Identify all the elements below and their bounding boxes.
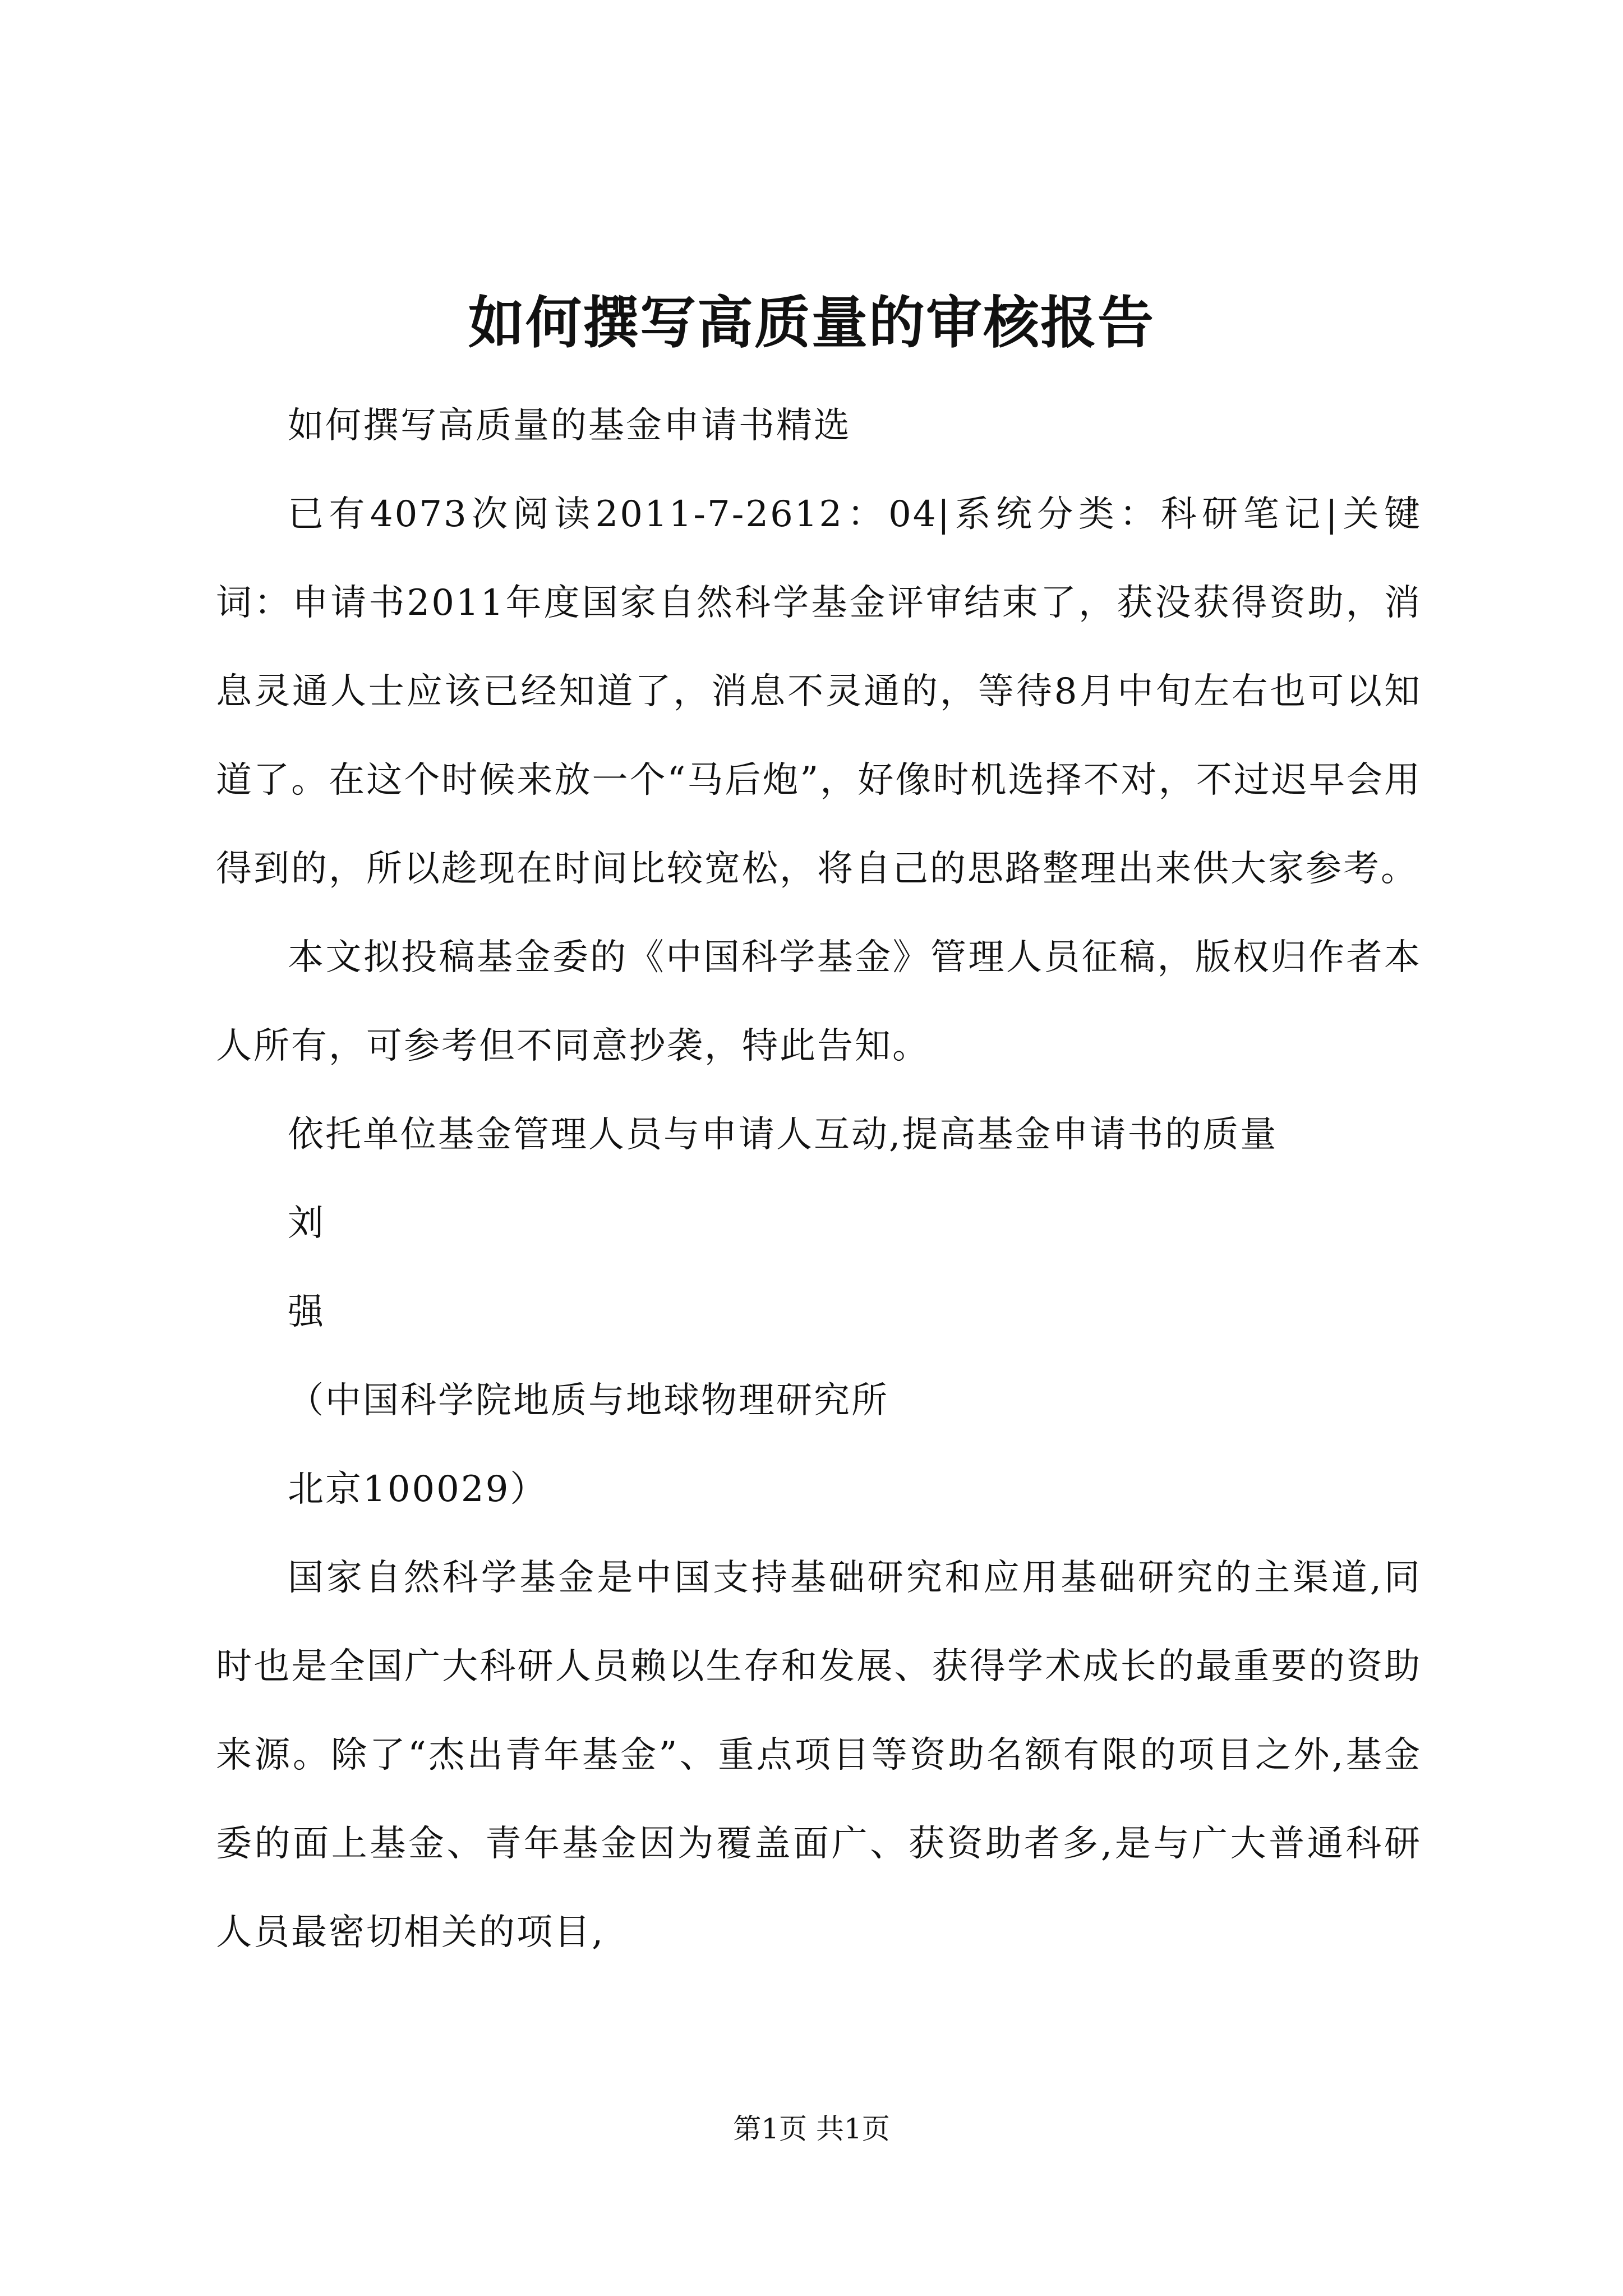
paragraph-affiliation: （中国科学院地质与地球物理研究所 [288,1380,889,1421]
page-footer: 第1页 共1页 [733,2113,890,2145]
paragraph-address: 北京100029） [288,1469,548,1510]
paragraph-author-given-name: 强 [288,1291,325,1333]
document-title: 如何撰写高质量的审核报告 [468,289,1155,356]
paragraph-subtitle: 如何撰写高质量的基金申请书精选 [288,405,851,447]
paragraph-body-text: 国家自然科学基金是中国支持基础研究和应用基础研究的主渠道,同时也是全国广大科研人员赖以生存和发展、获得学术成长的最重要的资助来源。除了“杰出青年基金”、重点项目等资助名额有限的项目之外,基金委的面上基金、青年基金因为覆盖面广、获资助者多,是与广大普通科研人员最密切相关的项目, [216,1557,1422,1953]
paragraph-copyright: 本文拟投稿基金委的《中国科学基金》管理人员征稿，版权归作者本人所有，可参考但不同意抄袭，特此告知。 [216,937,1422,1067]
paragraph-meta-intro: 已有4073次阅读2011-7-2612：04|系统分类：科研笔记|关键词：申请书2011年度国家自然科学基金评审结束了，获没获得资助，消息灵通人士应该已经知道了，消息不灵通的，等待8月中旬左右也可以知道了。在这个时候来放一个“马后炮”，好像时机选择不对，不过迟早会用得到的，所以趁现在时间比较宽松，将自己的思路整理出来供大家参考。 [216,494,1422,890]
paragraph-article-title: 依托单位基金管理人员与申请人互动,提高基金申请书的质量 [288,1114,1278,1156]
document-body [216,381,1422,1977]
paragraph-author-surname: 刘 [288,1203,325,1244]
